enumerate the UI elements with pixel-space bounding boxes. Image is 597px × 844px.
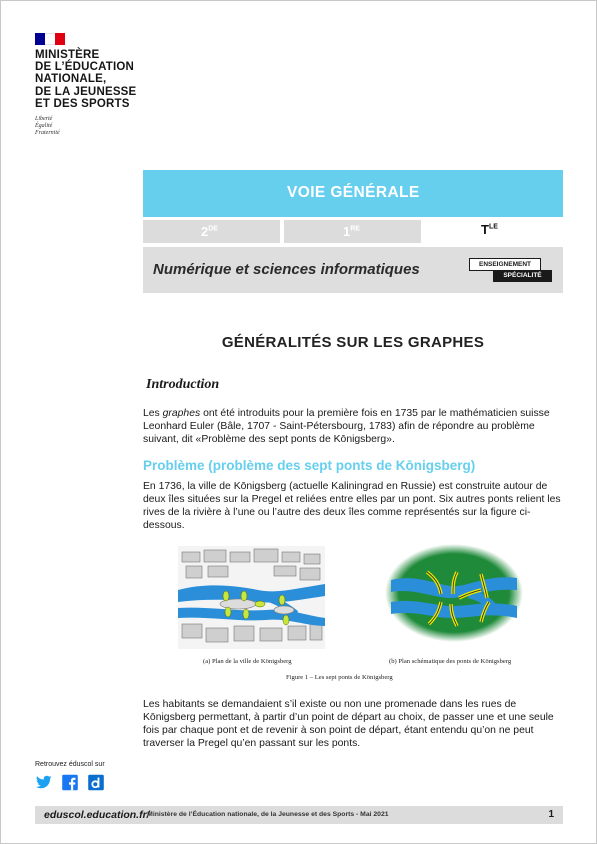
level-tab-seconde [143,220,280,243]
facebook-icon[interactable] [61,774,79,791]
ministry-line: ET DES SPORTS [35,97,130,110]
document-title: GÉNÉRALITÉS SUR LES GRAPHES [221,334,485,351]
ministry-line: DE LA JEUNESSE [35,85,137,98]
closing-paragraph: Les habitants se demandaient s’il existe ou non une promenade dans les rues de Kōnigsberg permettant, à partir d’un point de départ au choix, de passer une et une seule fois par chaque pont et de revenir à son point de départ, étant entendu qu’on ne peut traverser la Pregel qu’en passant sur les ponts. [143,699,554,750]
dailymotion-icon[interactable] [87,774,105,791]
level-sup: LE [488,223,498,231]
twitter-icon[interactable] [35,774,53,791]
figure-caption-b: (b) Plan schématique des ponts de Königsberg [389,658,512,665]
intro-heading: Introduction [146,377,220,392]
intro-text: ont été introduits pour la première fois en 1735 par le mathématicien suisse Leonhard Euler (Bâle, 1707 - Saint-Pétersbourg, 1783) afin de répondre au problème suivant, dit «Problème des sept ponts de Kōnigsberg». [143,408,550,446]
level-tab-premiere [284,220,421,243]
badge-enseignement: ENSEIGNEMENT [469,258,541,271]
subject-band [143,247,563,293]
page-number: 1 [548,809,554,820]
footer-text: - Ministère de l’Éducation nationale, de la Jeunesse et des Sports - Mai 2021 [143,811,389,818]
subject-name: Numérique et sciences informatiques [153,261,420,278]
republic-motto [35,116,60,137]
problem-paragraph: En 1736, la ville de Kōnigsberg (actuelle Kaliningrad en Russie) est construite autour de deux îles situées sur la Pregel et reliées entre elles par un pont. Six autres ponts relient les rives de la rivière à l’une ou l’autre des deux îles comme représentés sur la figure ci-dessous. [143,481,561,532]
level-main: 2 [201,224,209,239]
konigsberg-schematic [385,544,523,643]
intro-paragraph [143,407,568,446]
ministry-line: NATIONALE, [35,73,107,86]
level-tabs [143,220,563,243]
social-label: Retrouvez éduscol sur [35,761,105,768]
level-sup: DE [208,225,218,233]
intro-emphasis: graphes [162,408,201,419]
problem-heading: Problème (problème des sept ponts de Kōnigsberg) [143,458,476,473]
figure-caption: Figure 1 – Les sept ponts de Königsberg [286,674,393,681]
figure-caption-a: (a) Plan de la ville de Königsberg [203,658,292,665]
footer-site-link[interactable]: eduscol.education.fr/ [44,809,150,821]
badge-specialite: SPÉCIALITÉ [493,270,552,282]
page-footer [35,806,563,824]
motto-line: Égalité [35,123,53,129]
motto-line: Liberté [35,116,53,122]
ministry-line: MINISTÈRE [35,49,100,61]
voie-banner [143,170,563,217]
ministry-line: DE L’ÉDUCATION [35,61,135,74]
voie-label: VOIE GÉNÉRALE [287,184,420,201]
ministry-name [35,49,136,110]
level-main: 1 [343,224,351,239]
intro-text: Les [143,408,163,419]
level-tab-terminale [425,220,563,243]
marianne-flag-logo [35,33,65,45]
level-sup: RE [350,225,360,233]
konigsberg-city-map [178,546,325,649]
level-main: T [481,222,489,237]
motto-line: Fraternité [35,130,60,136]
